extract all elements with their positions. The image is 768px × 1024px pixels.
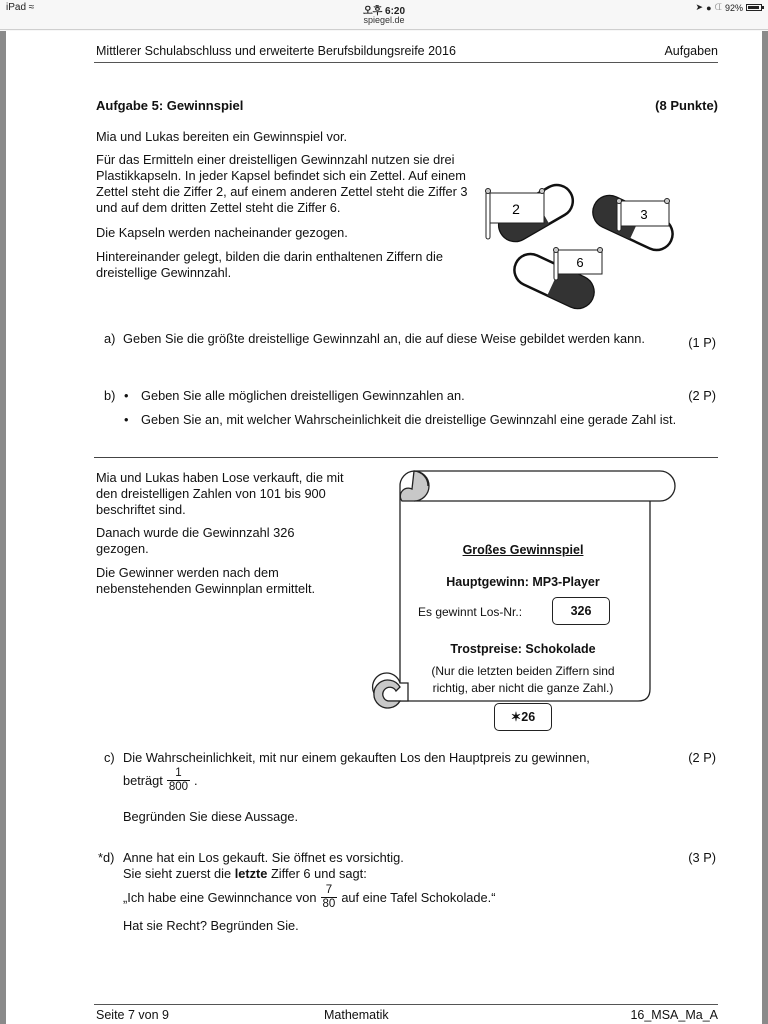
question-b-bullet-2: Geben Sie an, mit welcher Wahrscheinlichkeit die dreistellige Gewinnzahl eine gerade Zahl ist. bbox=[141, 412, 677, 427]
footer-page-number: Seite 7 von 9 bbox=[96, 1008, 169, 1022]
part2-paragraph-2: Danach wurde die Gewinnzahl 326 gezogen. bbox=[96, 525, 295, 556]
bluetooth-icon: ᗭ bbox=[714, 2, 722, 12]
capsule-digit-3: 3 bbox=[640, 207, 648, 222]
page-border-right bbox=[762, 31, 768, 1024]
question-b-bullet-1: Geben Sie alle möglichen dreistelligen Gewinnzahlen an. bbox=[141, 388, 465, 403]
part2-paragraph-3: Die Gewinner werden nach dem nebenstehenden Gewinnplan ermittelt. bbox=[96, 565, 316, 596]
status-time: 오후 6:20 bbox=[362, 6, 406, 17]
wins-label: Es gewinnt Los-Nr.: bbox=[418, 605, 523, 619]
question-d-points: (3 P) bbox=[688, 850, 716, 865]
consolation-note-2: richtig, aber nicht die ganze Zahl.) bbox=[432, 681, 614, 695]
intro-paragraph-2: Für das Ermitteln einer dreistelligen Gewinnzahl nutzen sie drei Plastikkapseln. In jeder Kapsel befindet sich ein Zettel. Auf einem Zettel steht die Ziffer 2, auf einem anderen Zettel steht die Ziffer 3 und auf dem dritten Zettel steht die Ziffer 6. bbox=[96, 152, 468, 215]
question-c-pre-frac: beträgt bbox=[123, 772, 163, 788]
question-d-line2 bbox=[123, 866, 367, 882]
question-c-text: Die Wahrscheinlichkeit, mit nur einem gekauften Los den Hauptpreis zu gewinnen, bbox=[123, 750, 590, 765]
consolation-pattern-box: ✶26 bbox=[494, 703, 552, 731]
fraction-7-80 bbox=[321, 884, 338, 911]
question-c-post-frac: . bbox=[194, 772, 198, 788]
location-arrow-icon: ➤ bbox=[695, 2, 704, 12]
fraction-denominator: 80 bbox=[322, 898, 336, 910]
consolation-note-1: (Nur die letzten beiden Ziffern sind bbox=[431, 664, 615, 678]
task-points: (8 Punkte) bbox=[655, 98, 718, 113]
device-name: iPad bbox=[6, 2, 27, 13]
fraction-1-800 bbox=[167, 767, 190, 794]
task-title: Aufgabe 5: Gewinnspiel bbox=[96, 98, 244, 113]
intro-paragraph-1: Mia und Lukas bereiten ein Gewinnspiel vor. bbox=[96, 129, 348, 144]
question-c-points: (2 P) bbox=[688, 750, 716, 765]
question-d-line2-post: Ziffer 6 und sagt: bbox=[267, 866, 367, 881]
fraction-numerator: 7 bbox=[321, 884, 338, 898]
question-d-line2-pre: Sie sieht zuerst die bbox=[123, 866, 235, 881]
main-prize: Hauptgewinn: MP3-Player bbox=[446, 575, 600, 589]
question-d-quote-line bbox=[123, 884, 495, 911]
question-b-label: b) bbox=[104, 388, 116, 403]
battery-percent: 92% bbox=[724, 2, 743, 13]
footer-subject: Mathematik bbox=[324, 1008, 389, 1022]
capsule-digit-6: 6 bbox=[576, 255, 584, 270]
capsules-illustration bbox=[476, 161, 686, 311]
question-d-line1: Anne hat ein Los gekauft. Sie öffnet es vorsichtig. bbox=[123, 850, 404, 865]
question-d-quote-pre: „Ich habe eine Gewinnchance von bbox=[123, 889, 317, 905]
header-title: Mittlerer Schulabschluss und erweiterte Berufsbildungsreife 2016 bbox=[96, 44, 456, 58]
question-c-task: Begründen Sie diese Aussage. bbox=[123, 809, 299, 824]
question-a-label: a) bbox=[104, 331, 116, 346]
question-d-label: *d) bbox=[98, 850, 115, 865]
section-divider bbox=[94, 457, 718, 458]
prize-plan-scroll bbox=[368, 465, 678, 724]
battery-icon bbox=[746, 4, 762, 11]
url-label[interactable]: spiegel.de bbox=[363, 15, 405, 25]
fraction-denominator: 800 bbox=[168, 781, 189, 793]
question-a-points: (1 P) bbox=[688, 335, 716, 350]
header-rule bbox=[94, 62, 718, 63]
question-d-line2-bold: letzte bbox=[234, 866, 268, 881]
intro-paragraph-3: Die Kapseln werden nacheinander gezogen. bbox=[96, 225, 348, 240]
bullet-icon: • bbox=[124, 388, 129, 403]
status-bar bbox=[0, 0, 768, 30]
intro-paragraph-4: Hintereinander gelegt, bilden die darin enthaltenen Ziffern die dreistellige Gewinnzahl. bbox=[96, 249, 443, 280]
document-page bbox=[6, 31, 762, 1024]
footer-rule bbox=[94, 1004, 718, 1005]
question-b-points: (2 P) bbox=[688, 388, 716, 403]
consolation-prize: Trostpreise: Schokolade bbox=[450, 642, 596, 656]
header-section: Aufgaben bbox=[664, 44, 718, 58]
wifi-icon: ≈ bbox=[28, 2, 35, 13]
question-c-label: c) bbox=[104, 750, 115, 765]
question-d-quote-post: auf eine Tafel Schokolade.“ bbox=[341, 889, 496, 905]
status-right bbox=[696, 2, 762, 13]
part2-paragraph-1: Mia und Lukas haben Lose verkauft, die mit den dreistelligen Zahlen von 101 bis 900 beschriftet sind. bbox=[96, 470, 344, 517]
fraction-numerator: 1 bbox=[167, 767, 190, 781]
bullet-icon: • bbox=[124, 412, 129, 427]
alarm-icon: ● bbox=[706, 2, 712, 13]
question-c-fraction-line bbox=[123, 767, 198, 794]
scroll-title: Großes Gewinnspiel bbox=[462, 543, 584, 557]
flag-3 bbox=[617, 199, 670, 232]
footer-code: 16_MSA_Ma_A bbox=[630, 1008, 718, 1022]
capsule-digit-2: 2 bbox=[512, 201, 520, 217]
question-a-text: Geben Sie die größte dreistellige Gewinnzahl an, die auf diese Weise gebildet werden kann. bbox=[123, 331, 645, 346]
winning-number-box: 326 bbox=[552, 597, 610, 625]
question-d-task: Hat sie Recht? Begründen Sie. bbox=[123, 918, 299, 933]
